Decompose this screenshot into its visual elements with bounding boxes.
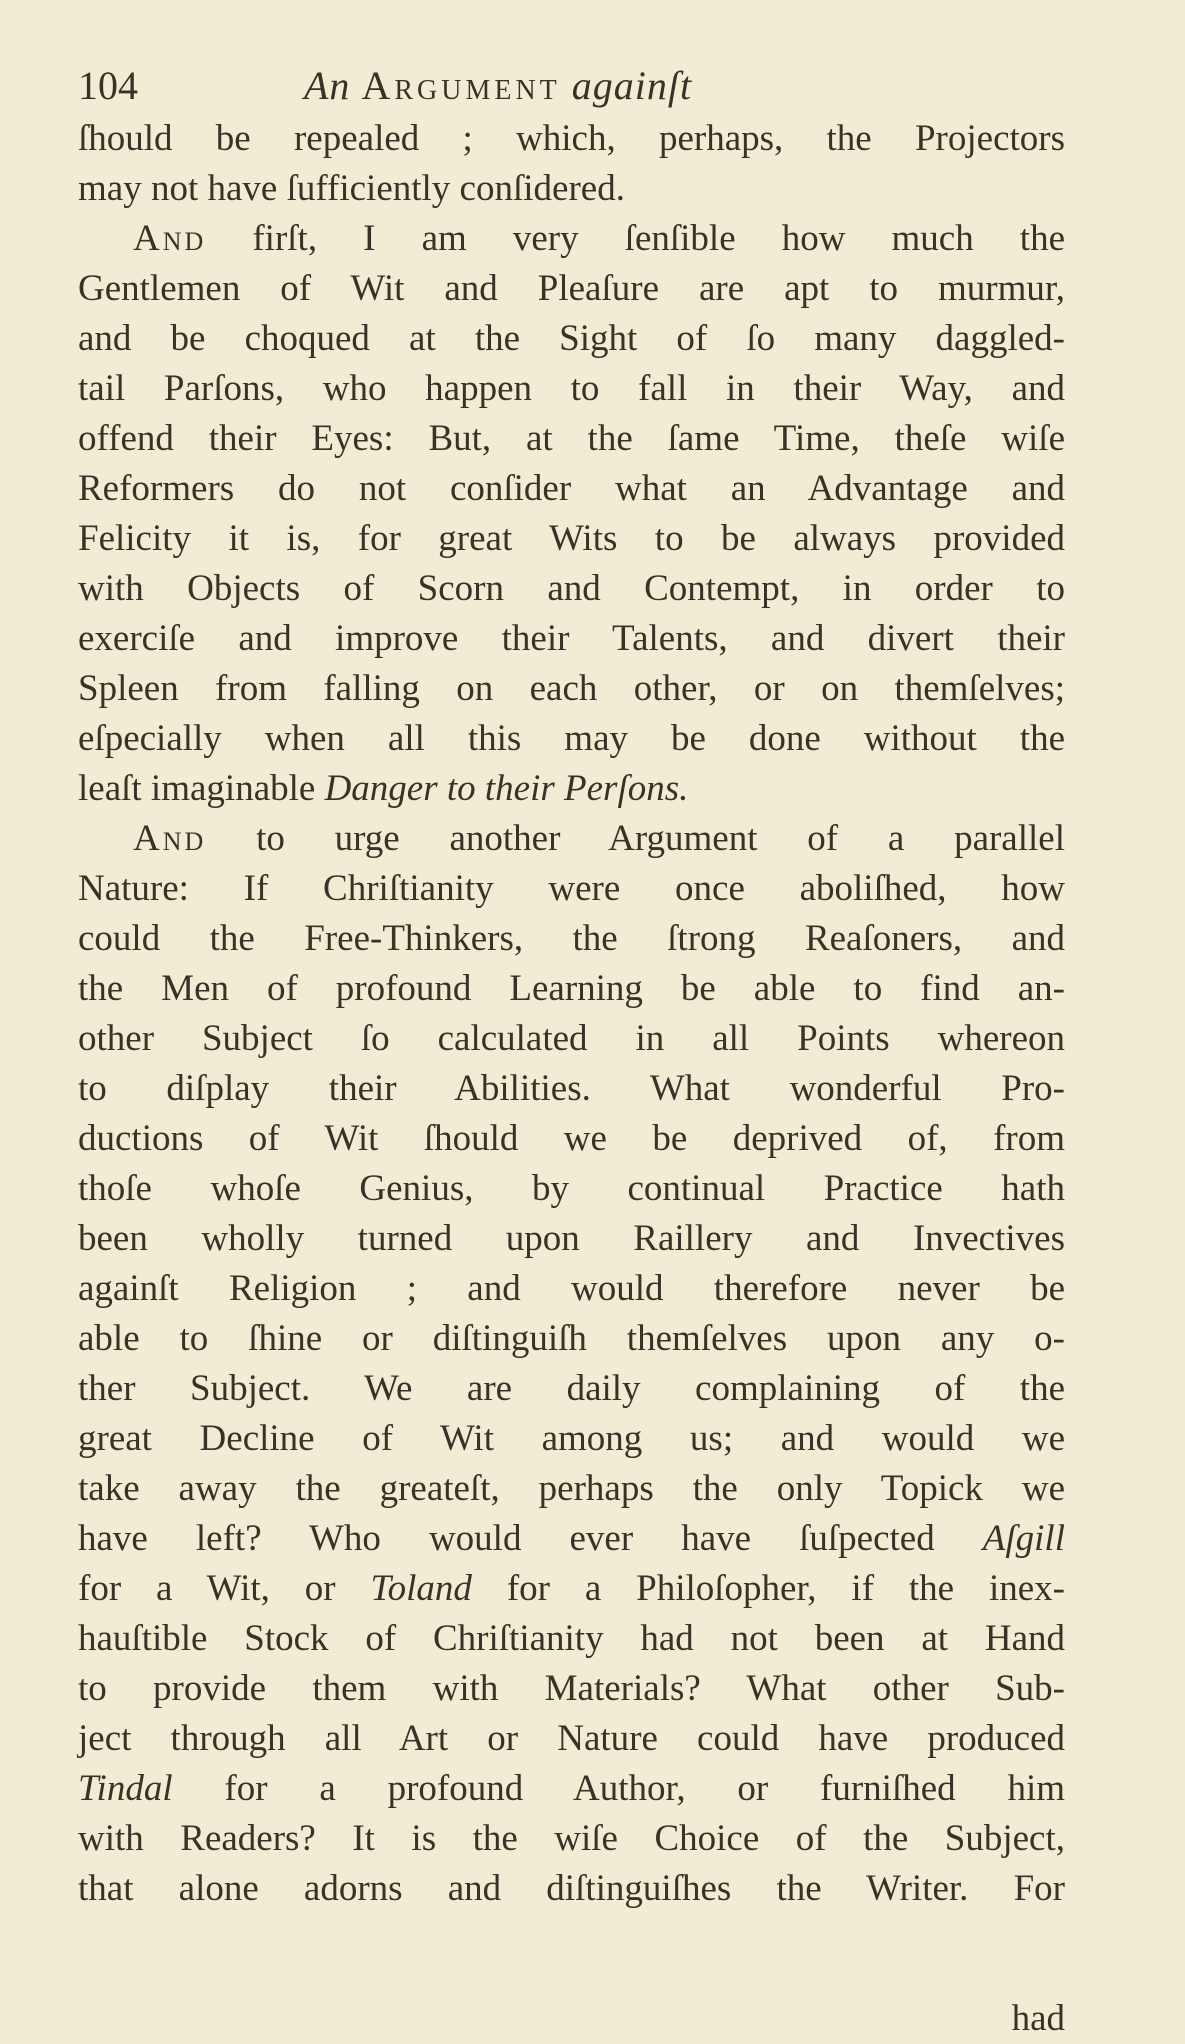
line-after: for a Philoſopher, if the inex- bbox=[506, 1568, 1066, 1609]
line-text: Reformers do not conſider what an Advantage and bbox=[78, 468, 1065, 509]
text-line bbox=[78, 164, 1065, 214]
line-text: ther Subject. We are daily complaining of the bbox=[78, 1368, 1065, 1409]
running-title bbox=[304, 58, 692, 114]
line-text: have left? Who would ever have ſuſpected bbox=[78, 1518, 935, 1559]
line-text: that alone adorns and diſtinguiſhes the Writer. For bbox=[78, 1868, 1065, 1909]
line-text: for a profound Author, or furniſhed him bbox=[224, 1768, 1066, 1809]
catchword: had bbox=[1011, 1998, 1065, 2039]
text-line bbox=[78, 914, 1065, 964]
line-text: great Decline of Wit among us; and would we bbox=[78, 1418, 1065, 1459]
line-text: leaſt imaginable bbox=[78, 768, 316, 809]
text-line bbox=[78, 264, 1065, 314]
line-text: offend their Eyes: But, at the ſame Time, theſe wiſe bbox=[78, 418, 1065, 459]
page-number: 104 bbox=[78, 63, 138, 108]
running-title-suffix: againſt bbox=[571, 63, 693, 108]
line-text: Felicity it is, for great Wits to be always provided bbox=[78, 518, 1065, 559]
text-line bbox=[78, 1414, 1065, 1464]
text-line bbox=[78, 364, 1065, 414]
text-line bbox=[78, 1364, 1065, 1414]
running-title-main: Argument bbox=[361, 63, 561, 108]
line-text: for a Wit, or bbox=[78, 1568, 336, 1609]
line-text: ject through all Art or Nature could have produced bbox=[78, 1718, 1065, 1759]
text-line bbox=[78, 414, 1065, 464]
text-line bbox=[78, 314, 1065, 364]
line-text: hauſtible Stock of Chriſtianity had not been at Hand bbox=[78, 1618, 1065, 1659]
text-line bbox=[78, 1514, 1065, 1564]
line-text: Gentlemen of Wit and Pleaſure are apt to murmur, bbox=[78, 268, 1065, 309]
text-line bbox=[78, 1464, 1065, 1514]
line-text: to diſplay their Abilities. What wonderful Pro- bbox=[78, 1068, 1065, 1109]
text-line bbox=[78, 1764, 1065, 1814]
line-em-first: Tindal bbox=[78, 1768, 173, 1809]
page-header bbox=[78, 58, 1065, 114]
running-title-prefix: An bbox=[304, 63, 351, 108]
line-text: the Men of profound Learning be able to find an- bbox=[78, 968, 1065, 1009]
text-line bbox=[78, 1314, 1065, 1364]
line-text: take away the greateſt, perhaps the only Topick we bbox=[78, 1468, 1065, 1509]
text-line bbox=[78, 464, 1065, 514]
line-text: may not have ſufficiently conſidered. bbox=[78, 168, 625, 209]
text-line bbox=[78, 1664, 1065, 1714]
line-text: been wholly turned upon Raillery and Invectives bbox=[78, 1218, 1065, 1259]
text-line bbox=[78, 1614, 1065, 1664]
line-em: Toland bbox=[370, 1568, 472, 1609]
text-line bbox=[78, 1864, 1065, 1914]
text-line bbox=[78, 1214, 1065, 1264]
text-line bbox=[78, 814, 1065, 864]
line-text: with Readers? It is the wiſe Choice of the Subject, bbox=[78, 1818, 1065, 1859]
text-line bbox=[78, 1264, 1065, 1314]
line-text: Spleen from falling on each other, or on themſelves; bbox=[78, 668, 1065, 709]
line-text: thoſe whoſe Genius, by continual Practice hath bbox=[78, 1168, 1065, 1209]
text-line bbox=[78, 964, 1065, 1014]
line-text: to provide them with Materials? What other Sub- bbox=[78, 1668, 1065, 1709]
line-text: and be choqued at the Sight of ſo many daggled- bbox=[78, 318, 1065, 359]
text-line bbox=[78, 1814, 1065, 1864]
line-text: Nature: If Chriſtianity were once aboliſhed, how bbox=[78, 868, 1065, 909]
line-text: could the Free-Thinkers, the ſtrong Reaſoners, and bbox=[78, 918, 1065, 959]
line-em: Danger to their Perſons. bbox=[324, 768, 689, 809]
text-line bbox=[78, 864, 1065, 914]
line-text: ductions of Wit ſhould we be deprived of, from bbox=[78, 1118, 1065, 1159]
line-text: firſt, I am very ſenſible how much the bbox=[252, 218, 1065, 259]
text-line bbox=[78, 714, 1065, 764]
line-lead: And bbox=[133, 818, 207, 859]
text-line bbox=[78, 114, 1065, 164]
line-text: to urge another Argument of a parallel bbox=[256, 818, 1065, 859]
line-text: eſpecially when all this may be done without the bbox=[78, 718, 1065, 759]
line-text: tail Parſons, who happen to fall in their Way, and bbox=[78, 368, 1065, 409]
line-text: with Objects of Scorn and Contempt, in order to bbox=[78, 568, 1065, 609]
text-line bbox=[78, 1564, 1065, 1614]
text-line bbox=[78, 1164, 1065, 1214]
text-line bbox=[78, 564, 1065, 614]
text-line bbox=[78, 214, 1065, 264]
line-lead: And bbox=[133, 218, 207, 259]
text-line bbox=[78, 1014, 1065, 1064]
text-line bbox=[78, 1114, 1065, 1164]
text-line bbox=[78, 1064, 1065, 1114]
line-text: ſhould be repealed ; which, perhaps, the Projectors bbox=[78, 118, 1065, 159]
line-text: other Subject ſo calculated in all Points whereon bbox=[78, 1018, 1065, 1059]
text-line bbox=[78, 764, 1065, 814]
text-line bbox=[78, 514, 1065, 564]
line-text: exerciſe and improve their Talents, and divert their bbox=[78, 618, 1065, 659]
line-text: againſt Religion ; and would therefore never be bbox=[78, 1268, 1065, 1309]
line-text: able to ſhine or diſtinguiſh themſelves upon any o- bbox=[78, 1318, 1065, 1359]
text-line bbox=[78, 614, 1065, 664]
text-line bbox=[78, 664, 1065, 714]
text-line bbox=[78, 1714, 1065, 1764]
line-em: Aſgill bbox=[982, 1518, 1065, 1559]
body-text bbox=[78, 114, 1065, 1914]
